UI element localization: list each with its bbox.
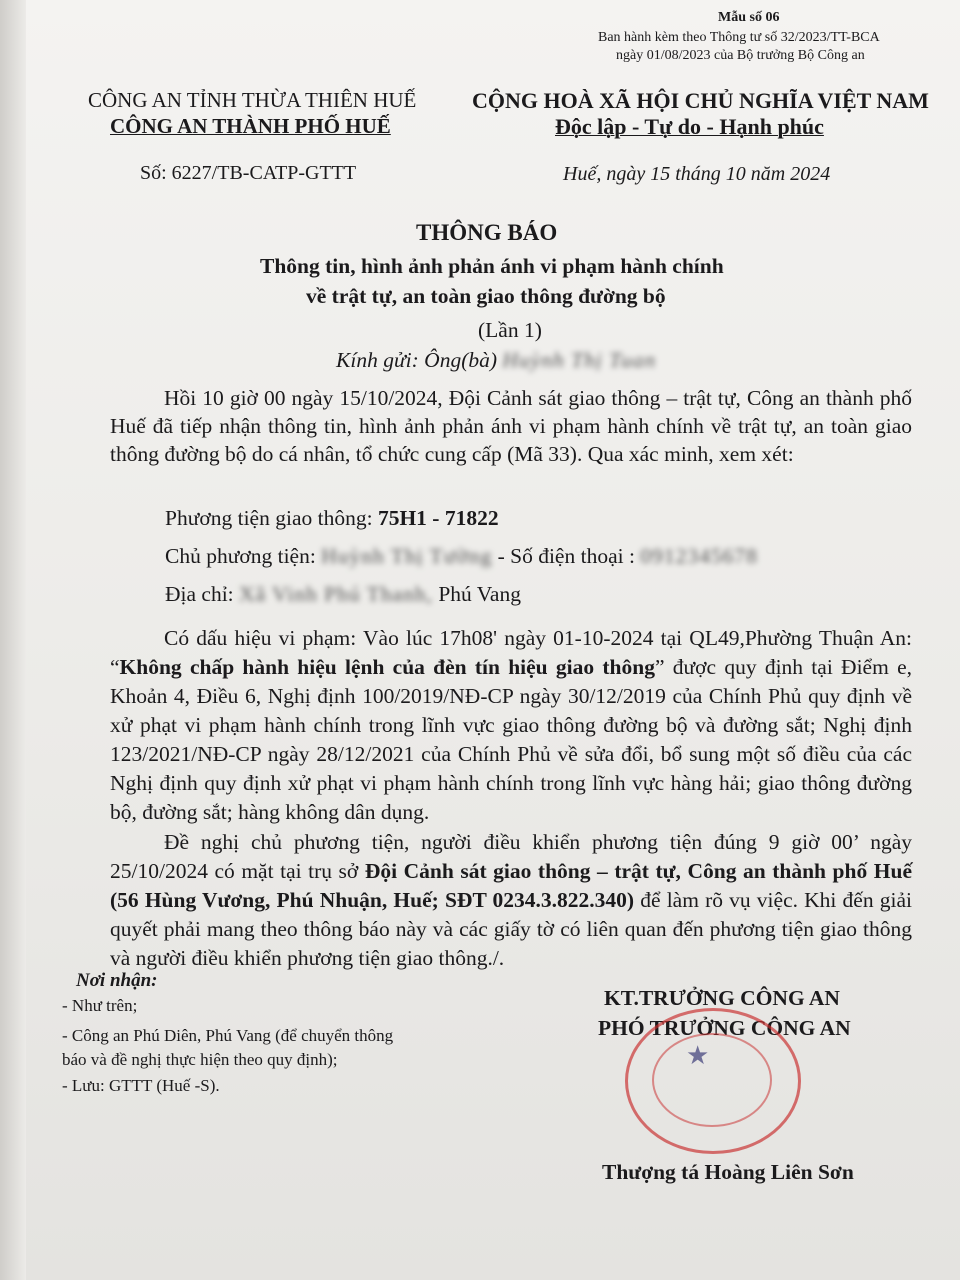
phone-value-redacted: 0912345678 — [640, 544, 758, 568]
recipient-label: Kính gửi: Ông(bà) — [336, 348, 498, 372]
violation-name: Không chấp hành hiệu lệnh của đèn tín hiệu giao thông — [119, 655, 655, 679]
recipient-item: - Công an Phú Diên, Phú Vang (để chuyển thông — [62, 1026, 394, 1045]
national-motto: Độc lập - Tự do - Hạnh phúc — [555, 114, 824, 139]
owner-line — [165, 544, 758, 569]
signer-name: Thượng tá Hoàng Liên Sơn — [602, 1160, 854, 1184]
notice-title: THÔNG BÁO — [416, 220, 558, 245]
recipient-item: - Như trên; — [62, 996, 138, 1015]
recipients-label: Nơi nhận: — [76, 970, 158, 991]
form-issued-line1: Ban hành kèm theo Thông tư số 32/2023/TT-BCA — [598, 30, 880, 45]
address-tail: Phú Vang — [438, 582, 521, 606]
vehicle-plate: 75H1 - 71822 — [377, 506, 499, 530]
request-text-a: Đề nghị chủ phương tiện, người điều khiển phương tiện đúng 9 giờ 00’ ngày 25/10/2024 có mặt tại trụ sở — [110, 830, 912, 883]
place-date: Huế, ngày 15 tháng 10 năm 2024 — [563, 163, 831, 185]
country-name: CỘNG HOÀ XÃ HỘI CHỦ NGHĨA VIỆT NAM — [472, 88, 929, 113]
recipient-item: báo và đề nghị thực hiện theo quy định); — [62, 1050, 338, 1069]
recipient-line — [336, 348, 656, 373]
star-emblem-icon: ★ — [686, 1041, 710, 1070]
violation-text-a: Có dấu hiệu vi phạm: Vào lúc 17h08' ngày 01-10-2024 tại QL49,Phường Thuận An: “ — [110, 626, 912, 679]
request-office: Đội Cảnh sát giao thông – trật tự, Công an thành phố Huế (56 Hùng Vương, Phú Nhuận, Huế; SĐT 0234.3.822.340) — [110, 859, 912, 912]
notice-subtitle-2: về trật tự, an toàn giao thông đường bộ — [306, 284, 666, 308]
notice-round: (Lần 1) — [478, 318, 542, 342]
paragraph-intro-text: Hồi 10 giờ 00 ngày 15/10/2024, Đội Cảnh sát giao thông – trật tự, Công an thành phố Huế đã tiếp nhận thông tin, hình ảnh phản ánh vi phạm hành chính về trật tự, an toàn giao thông đường bộ do cá nhân, tổ chức cung cấp (Mã 33). Qua xác minh, xem xét: — [110, 386, 912, 466]
doc-number: Số: 6227/TB-CATP-GTTT — [140, 162, 357, 184]
signature-title-2: PHÓ TRƯỞNG CÔNG AN — [598, 1016, 851, 1040]
agency-name: CÔNG AN THÀNH PHỐ HUẾ — [110, 114, 391, 138]
vehicle-line — [165, 506, 499, 531]
notice-subtitle-1: Thông tin, hình ảnh phản ánh vi phạm hành chính — [260, 254, 724, 278]
paragraph-intro — [110, 384, 912, 468]
form-number: Mẫu số 06 — [718, 10, 780, 25]
recipient-item: - Lưu: GTTT (Huế -S). — [62, 1076, 220, 1095]
signature-title-1: KT.TRƯỞNG CÔNG AN — [604, 986, 840, 1010]
owner-label: Chủ phương tiện: — [165, 544, 316, 568]
page-shadow — [0, 0, 26, 1280]
official-seal — [625, 1008, 801, 1154]
paragraph-request — [110, 828, 912, 973]
owner-name-redacted: Huỳnh Thị Tường — [321, 544, 493, 568]
phone-label: - Số điện thoại : — [497, 544, 635, 568]
violation-text-b: ” được quy định tại Điểm e, Khoản 4, Điều 6, Nghị định 100/2019/NĐ-CP ngày 30/12/2019 của Chính Phủ quy định về xử phạt vi phạm hành chính trong lĩnh vực giao thông đường bộ và đường sắt; Nghị định 123/2021/NĐ-CP ngày 28/12/2021 của Chính Phủ về sửa đổi, bổ sung một số điều của các Nghị định quy định xử phạt vi phạm hành chính trong lĩnh vực hàng hải; giao thông đường bộ, đường sắt; hàng không dân dụng. — [110, 655, 912, 824]
request-text-b: để làm rõ vụ việc. Khi đến giải quyết phải mang theo thông báo này và các giấy tờ có liên quan đến phương tiện giao thông và người điều khiển phương tiện giao thông./. — [110, 888, 912, 970]
form-issued-line2: ngày 01/08/2023 của Bộ trưởng Bộ Công an — [616, 48, 865, 63]
recipient-name-redacted: Huỳnh Thị Tuan — [502, 348, 657, 372]
paragraph-violation — [110, 624, 912, 827]
address-value-redacted: Xã Vinh Phú Thanh, — [239, 582, 433, 606]
vehicle-label: Phương tiện giao thông: — [165, 506, 373, 530]
address-label: Địa chỉ: — [165, 582, 234, 606]
agency-parent: CÔNG AN TỈNH THỪA THIÊN HUẾ — [88, 88, 417, 112]
address-line — [165, 582, 521, 607]
